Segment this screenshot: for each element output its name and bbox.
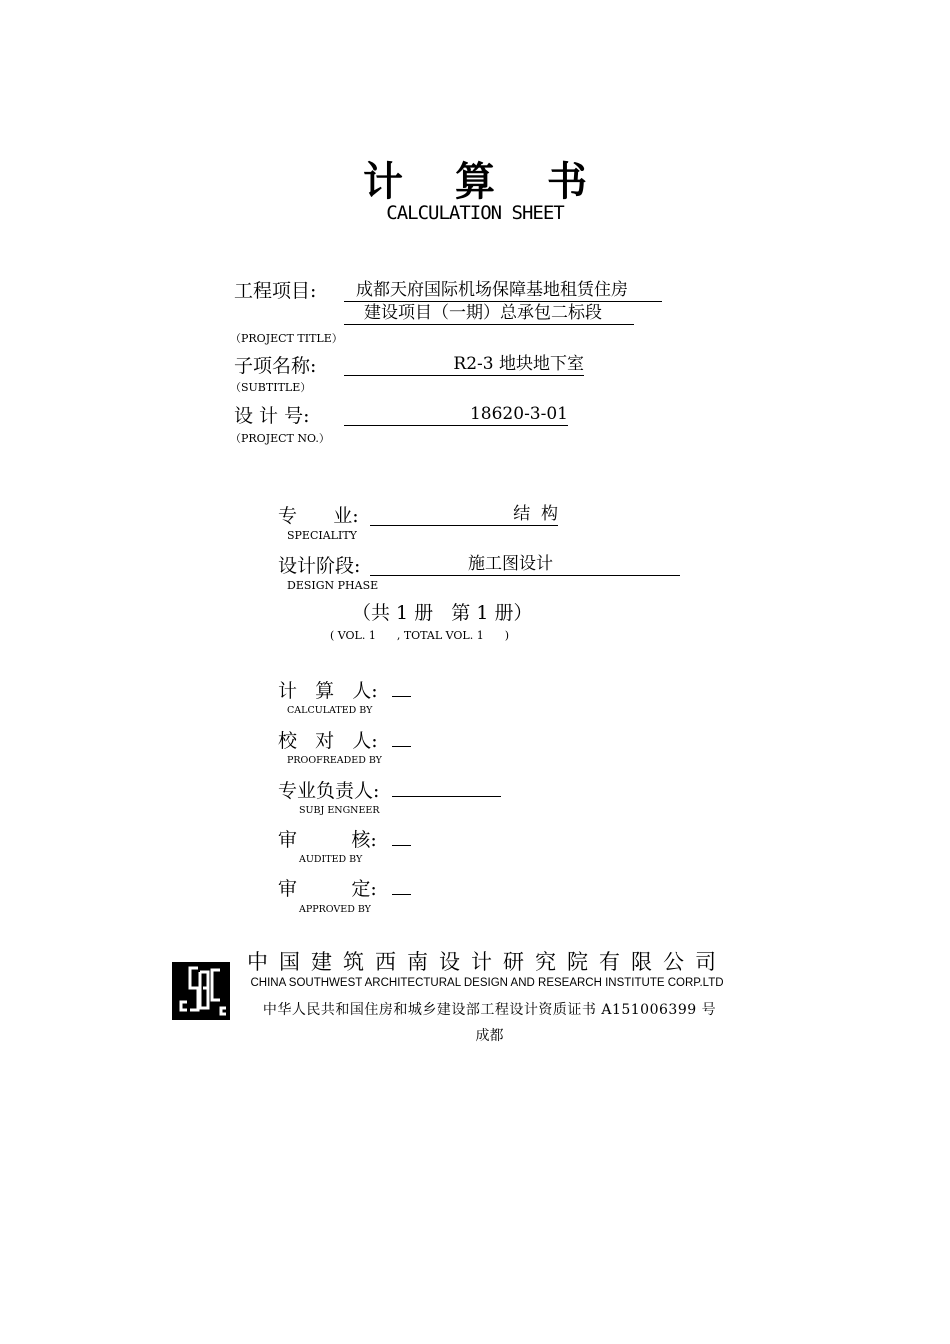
calculated-by-field bbox=[392, 696, 411, 697]
proofread-by-field bbox=[392, 746, 411, 747]
approved-by-field bbox=[392, 894, 411, 895]
volume-zh: （共 1 册 第 1 册） bbox=[352, 602, 533, 624]
project-no-value: 18620-3-01 bbox=[344, 403, 568, 426]
speciality-value: 结 构 bbox=[370, 503, 558, 526]
subj-engineer-field bbox=[392, 796, 501, 797]
company-city: 成都 bbox=[475, 1028, 504, 1044]
proofread-by-label-en: PROOFREADED BY bbox=[287, 755, 382, 766]
subj-engineer-label-en: SUBJ ENGNEER bbox=[299, 805, 380, 816]
page-title-en: CALCULATION SHEET bbox=[386, 202, 564, 224]
project-value-line2: 建设项目（一期）总承包二标段 bbox=[344, 302, 634, 325]
subtitle-label-en: （SUBTITLE） bbox=[230, 381, 312, 394]
volume-en: ( VOL. 1 , TOTAL VOL. 1 ) bbox=[330, 629, 509, 642]
audited-by-label: 审 核: bbox=[278, 829, 377, 851]
project-label-en: （PROJECT TITLE） bbox=[230, 332, 343, 345]
project-no-label: 设 计 号: bbox=[234, 405, 310, 427]
cscec-logo-icon bbox=[172, 962, 230, 1020]
design-phase-label: 设计阶段: bbox=[278, 555, 361, 577]
speciality-label-en: SPECIALITY bbox=[287, 529, 357, 542]
audited-by-label-en: AUDITED BY bbox=[299, 854, 363, 865]
company-name-en: CHINA SOUTHWEST ARCHITECTURAL DESIGN AND RESEARCH INSTITUTE CORP.LTD bbox=[250, 977, 724, 989]
subtitle-value: R2-3 地块地下室 bbox=[344, 353, 584, 376]
project-value-line1: 成都天府国际机场保障基地租赁住房 bbox=[344, 279, 662, 302]
company-name-zh: 中国建筑西南设计研究院有限公司 bbox=[247, 950, 727, 974]
speciality-label: 专 业: bbox=[278, 505, 359, 527]
approved-by-label: 审 定: bbox=[278, 878, 377, 900]
page-title: 计算书 bbox=[363, 158, 639, 205]
project-label: 工程项目: bbox=[234, 280, 317, 302]
calculated-by-label: 计 算 人: bbox=[278, 680, 378, 702]
design-phase-label-en: DESIGN PHASE bbox=[287, 579, 379, 592]
audited-by-field bbox=[392, 845, 411, 846]
project-no-label-en: （PROJECT NO.） bbox=[230, 432, 330, 445]
company-logo bbox=[172, 962, 230, 1020]
subtitle-label: 子项名称: bbox=[234, 355, 317, 377]
approved-by-label-en: APPROVED BY bbox=[299, 904, 371, 915]
proofread-by-label: 校 对 人: bbox=[278, 730, 378, 752]
qualification-certificate: 中华人民共和国住房和城乡建设部工程设计资质证书 A151006399 号 bbox=[262, 1002, 717, 1018]
calculated-by-label-en: CALCULATED BY bbox=[287, 705, 373, 716]
subj-engineer-label: 专业负责人: bbox=[278, 780, 380, 802]
design-phase-value: 施工图设计 bbox=[370, 553, 680, 576]
